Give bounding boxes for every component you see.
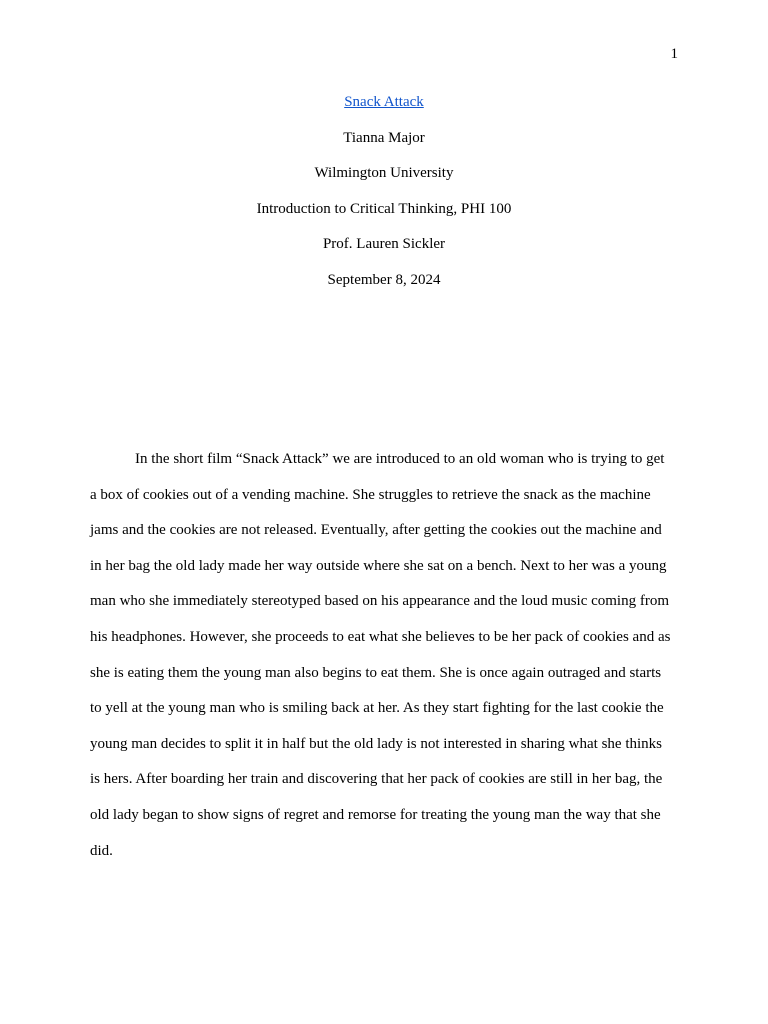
body-line: to yell at the young man who is smiling back at her. As they start fighting for the last cookie the (90, 700, 664, 717)
title-page-block (0, 92, 768, 306)
title-line (0, 92, 768, 128)
body-line: is hers. After boarding her train and discovering that her pack of cookies are still in her bag, the (90, 771, 663, 788)
body-paragraph (90, 449, 678, 876)
body-line: In the short film “Snack Attack” we are introduced to an old woman who is trying to get (135, 451, 665, 467)
title-link[interactable]: Snack Attack (344, 94, 424, 110)
body-line: man who she immediately stereotyped based on his appearance and the loud music coming from (90, 593, 670, 610)
body-line: jams and the cookies are not released. Eventually, after getting the cookies out the machine and (90, 522, 662, 539)
author-name: Tianna Major (343, 129, 425, 146)
body-line: his headphones. However, she proceeds to eat what she believes to be her pack of cookies and as (90, 628, 671, 645)
body-line: did. (90, 842, 113, 859)
body-line: in her bag the old lady made her way outside where she sat on a bench. Next to her was a young (90, 557, 667, 574)
document-date: September 8, 2024 (327, 271, 441, 288)
body-line: a box of cookies out of a vending machine. She struggles to retrieve the snack as the machine (90, 486, 651, 503)
body-line: old lady began to show signs of regret and remorse for treating the young man the way that she (90, 806, 661, 823)
course-name: Introduction to Critical Thinking, PHI 100 (256, 200, 512, 217)
body-line: young man decides to split it in half but the old lady is not interested in sharing what she thinks (90, 735, 662, 752)
instructor-name: Prof. Lauren Sickler (322, 236, 446, 253)
institution-name: Wilmington University (314, 165, 454, 182)
body-line: she is eating them the young man also begins to eat them. She is once again outraged and starts (90, 664, 662, 681)
page-number: 1 (670, 46, 678, 62)
